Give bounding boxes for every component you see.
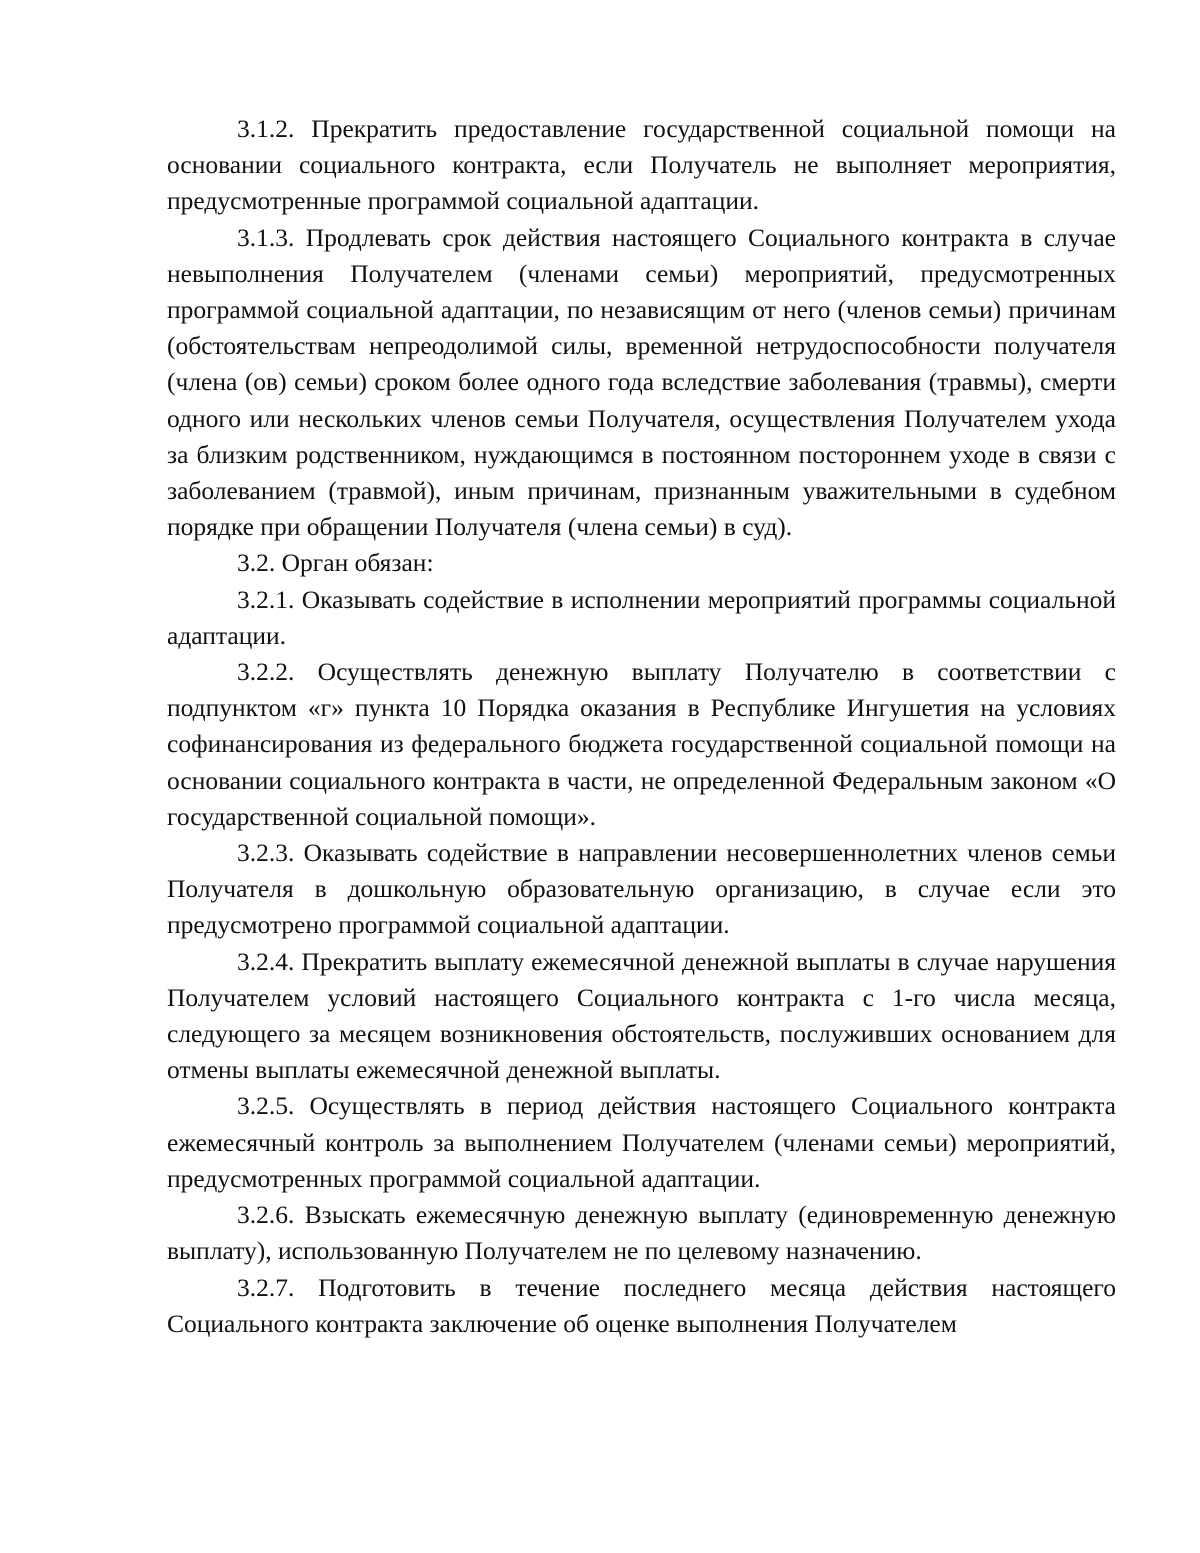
paragraph-3-2-5: 3.2.5. Осуществлять в период действия настоящего Социального контракта ежемесячный контроль за выполнением Получателем (членами семьи) мероприятий, предусмотренных программой социальной адаптации. — [167, 1091, 1116, 1193]
paragraph-3-1-2: 3.1.2. Прекратить предоставление государственной социальной помощи на основании социального контракта, если Получатель не выполняет мероприятия, предусмотренные программой социальной адаптации. — [167, 114, 1116, 216]
paragraph-3-2-4: 3.2.4. Прекратить выплату ежемесячной денежной выплаты в случае нарушения Получателем условий настоящего Социального контракта с 1-го числа месяца, следующего за месяцем возникновения обстоятельств, послуживших основанием для отмены выплаты ежемесячной денежной выплаты. — [167, 946, 1116, 1085]
paragraph-3-2-6: 3.2.6. Взыскать ежемесячную денежную выплату (единовременную денежную выплату), использованную Получателем не по целевому назначению. — [167, 1200, 1116, 1266]
paragraph-3-2: 3.2. Орган обязан: — [237, 548, 434, 578]
paragraph-3-2-3: 3.2.3. Оказывать содействие в направлении несовершеннолетних членов семьи Получателя в дошкольную образовательную организацию, в случае если это предусмотрено программой социальной адаптации. — [167, 838, 1116, 940]
document-body — [167, 111, 1116, 1342]
paragraph-3-2-7: 3.2.7. Подготовить в течение последнего месяца действия настоящего Социального контракта заключение об оценке выполнения Получателем — [167, 1272, 1116, 1338]
paragraph-3-2-1: 3.2.1. Оказывать содействие в исполнении мероприятий программы социальной адаптации. — [167, 584, 1116, 650]
paragraph-3-2-2: 3.2.2. Осуществлять денежную выплату Получателю в соответствии с подпунктом «г» пункта 10 Порядка оказания в Республике Ингушетия на условиях софинансирования из федерального бюджета государственной социальной помощи на основании социального контракта в части, не определенной Федеральным законом «О государственной социальной помощи». — [167, 657, 1116, 831]
paragraph-3-1-3: 3.1.3. Продлевать срок действия настоящего Социального контракта в случае невыполнения Получателем (членами семьи) мероприятий, предусмотренных программой социальной адаптации, по независящим от него (членов семьи) причинам (обстоятельствам непреодолимой силы, временной нетрудоспособности получателя (члена (ов) семьи) сроком более одного года вследствие заболевания (травмы), смерти одного или нескольких членов семьи Получателя, осуществления Получателем ухода за близким родственником, нуждающимся в постоянном постороннем уходе в связи с заболеванием (травмой), иным причинам, признанным уважительными в судебном порядке при обращении Получателя (члена семьи) в суд). — [167, 222, 1116, 542]
